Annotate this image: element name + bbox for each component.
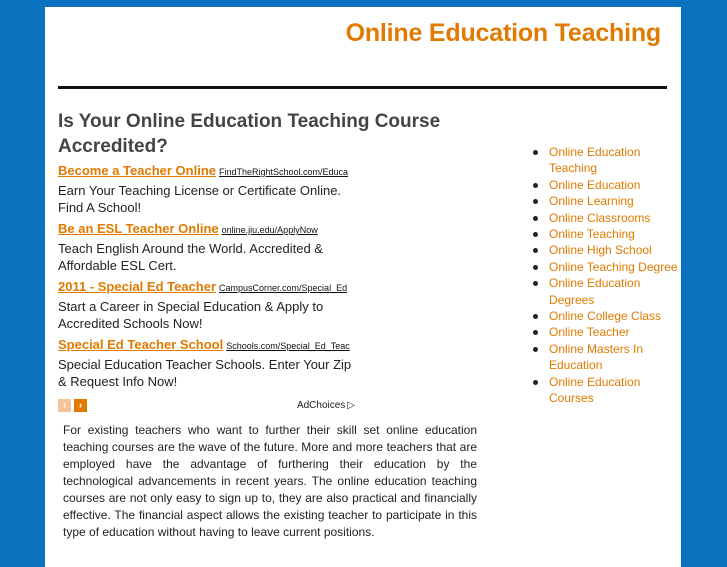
bullet-icon xyxy=(533,199,538,204)
bullet-icon xyxy=(533,232,538,237)
sidebar-item xyxy=(520,308,685,324)
sidebar-link[interactable]: Online High School xyxy=(549,243,652,258)
sidebar-item xyxy=(520,275,685,308)
sidebar-link[interactable]: Online Education xyxy=(549,177,641,192)
sidebar-link[interactable]: Online Learning xyxy=(549,194,634,209)
bullet-icon xyxy=(533,330,538,335)
ad-item xyxy=(58,336,355,390)
ad-description: Special Education Teacher Schools. Enter Your Zip & Request Info Now! xyxy=(58,357,352,389)
sidebar-link[interactable]: Online Education Teaching xyxy=(549,145,641,176)
sidebar-link[interactable]: Online Teaching xyxy=(549,227,635,242)
adchoices-label: AdChoices xyxy=(296,400,346,411)
ad-navigation xyxy=(58,399,355,415)
bullet-icon xyxy=(533,150,538,155)
bullet-icon xyxy=(533,380,538,385)
page-panel xyxy=(45,7,681,567)
ad-description: Earn Your Teaching License or Certificate Online. Find A School! xyxy=(58,183,342,215)
ad-item xyxy=(58,278,355,332)
ad-block xyxy=(58,162,355,394)
ad-item xyxy=(58,162,355,216)
ad-url-link[interactable]: Schools.com/Special_Ed_Teac xyxy=(226,341,350,351)
sidebar-link[interactable]: Online Education Courses xyxy=(549,374,641,406)
sidebar-item xyxy=(520,210,685,226)
adchoices-link[interactable] xyxy=(297,400,355,411)
sidebar-item xyxy=(520,324,685,340)
ad-url-link[interactable]: CampusCorner.com/Special_Ed xyxy=(219,283,348,293)
sidebar-link[interactable]: Online Teaching Degree xyxy=(549,259,678,274)
chevron-right-icon[interactable]: › xyxy=(74,399,87,412)
article-title: Is Your Online Education Teaching Course Accredited? xyxy=(58,111,441,157)
sidebar-link[interactable]: Online Education Degrees xyxy=(549,276,641,307)
sidebar-link-list xyxy=(520,144,685,407)
bullet-icon xyxy=(533,314,538,319)
bullet-icon xyxy=(533,216,538,221)
bullet-icon xyxy=(533,248,538,253)
bullet-icon xyxy=(533,265,538,270)
sidebar-item xyxy=(520,374,685,407)
bullet-icon xyxy=(533,281,538,286)
ad-description: Teach English Around the World. Accredited & Affordable ESL Cert. xyxy=(58,241,323,273)
adchoices-icon: ▷ xyxy=(347,400,355,411)
site-title[interactable]: Online Education Teaching xyxy=(345,19,661,47)
sidebar-item xyxy=(520,177,685,193)
ad-title-link[interactable]: Become a Teacher Online xyxy=(58,163,216,178)
bullet-icon xyxy=(533,183,538,188)
chevron-left-icon[interactable]: ‹ xyxy=(58,399,71,412)
ad-item xyxy=(58,220,355,274)
sidebar-item xyxy=(520,259,685,275)
ad-description: Start a Career in Special Education & Apply to Accredited Schools Now! xyxy=(58,299,324,331)
header-divider xyxy=(58,86,667,89)
sidebar-link[interactable]: Online Teacher xyxy=(549,325,630,340)
ad-title-link[interactable]: Special Ed Teacher School xyxy=(58,337,224,352)
article-body: For existing teachers who want to further their skill set online education teaching courses are the wave of the future. More and more teachers that are employed have the advantage of furthering their education by the technological advancements in recent years. The online education teaching courses are not only easy to sign up to, they are also practical and financially effective. The financial aspect allows the existing teacher to participate in this type of education without having to leave current positions. xyxy=(63,423,477,539)
sidebar-item xyxy=(520,193,685,209)
sidebar-item xyxy=(520,144,685,177)
sidebar-link[interactable]: Online Classrooms xyxy=(549,210,651,225)
sidebar xyxy=(520,144,685,407)
ad-title-link[interactable]: 2011 - Special Ed Teacher xyxy=(58,279,217,294)
ad-url-link[interactable]: online.jiu.edu/ApplyNow xyxy=(221,225,318,235)
sidebar-item xyxy=(520,242,685,258)
sidebar-item xyxy=(520,226,685,242)
ad-url-link[interactable]: FindTheRightSchool.com/Educa xyxy=(219,167,349,177)
sidebar-link[interactable]: Online Masters In Education xyxy=(549,341,644,373)
sidebar-link[interactable]: Online College Class xyxy=(549,309,662,324)
bullet-icon xyxy=(533,347,538,352)
sidebar-item xyxy=(520,341,685,374)
ad-title-link[interactable]: Be an ESL Teacher Online xyxy=(58,221,219,236)
